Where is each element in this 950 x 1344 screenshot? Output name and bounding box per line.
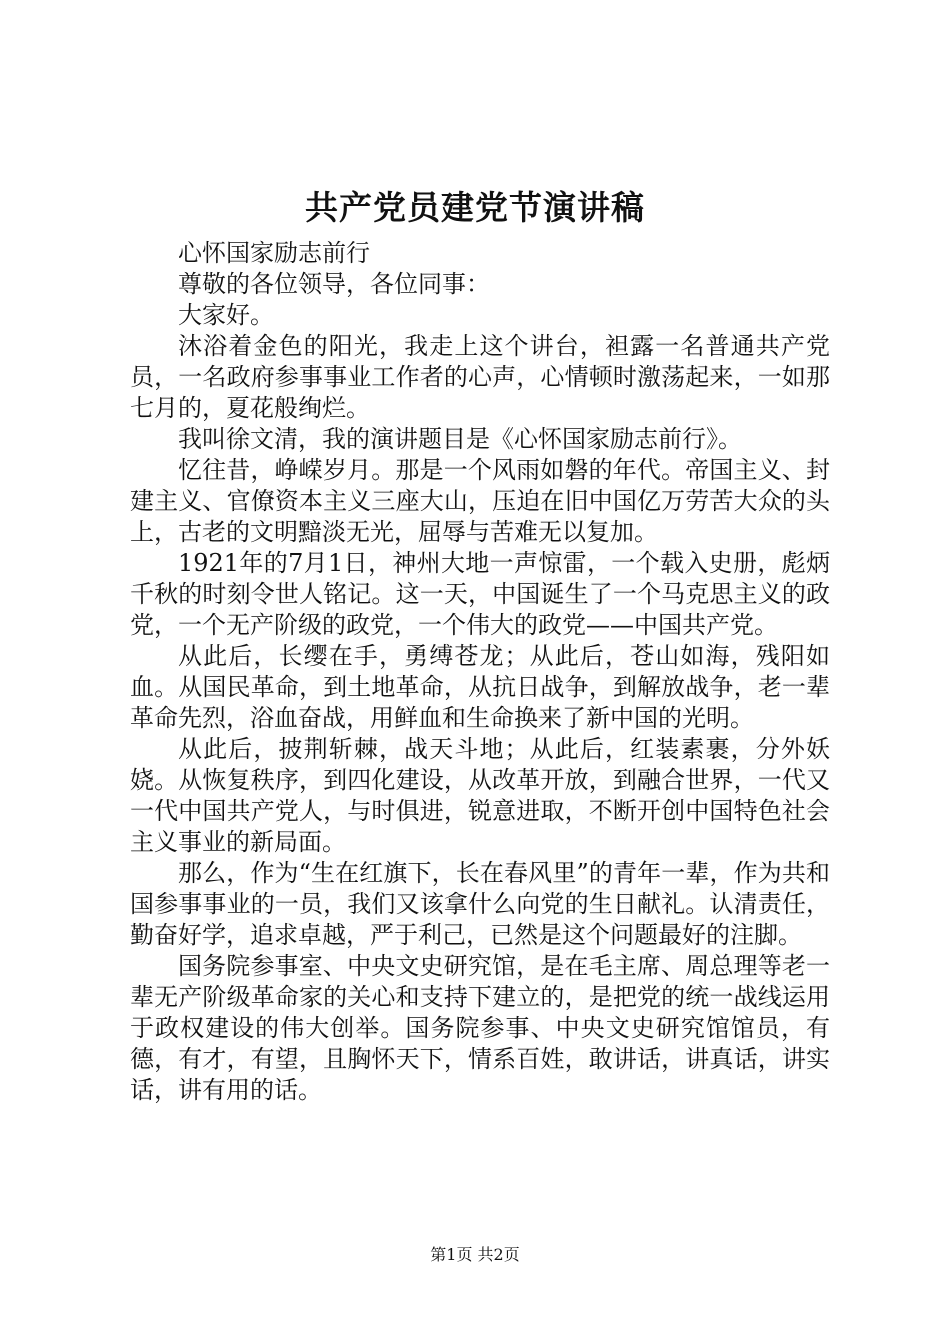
- body-paragraph: 从此后，披荆斩棘，战天斗地；从此后，红装素裹，分外妖娆。从恢复秩序，到四化建设，从改革开放，到融合世界，一代又一代中国共产党人，与时俱进，锐意进取，不断开创中国特色社会主义事业的新局面。: [130, 735, 830, 856]
- body-paragraph: 忆往昔，峥嵘岁月。那是一个风雨如磐的年代。帝国主义、封建主义、官僚资本主义三座大山，压迫在旧中国亿万劳苦大众的头上，古老的文明黯淡无光，屈辱与苦难无以复加。: [130, 456, 830, 546]
- page-number-footer: 第1页 共2页: [430, 1245, 520, 1264]
- body-paragraph: 我叫徐文清，我的演讲题目是《心怀国家励志前行》。: [178, 425, 742, 453]
- greeting-paragraph: 大家好。: [178, 301, 274, 329]
- page-title: 共产党员建党节演讲稿: [305, 188, 645, 227]
- body-paragraph: 从此后，长缨在手，勇缚苍龙；从此后，苍山如海，残阳如血。从国民革命，到土地革命，从抗日战争，到解放战争，老一辈革命先烈，浴血奋战，用鲜血和生命换来了新中国的光明。: [130, 642, 830, 732]
- body-paragraph: 那么，作为“生在红旗下，长在春风里”的青年一辈，作为共和国参事事业的一员，我们又该拿什么向党的生日献礼。认清责任，勤奋好学，追求卓越，严于利己，已然是这个问题最好的注脚。: [130, 859, 830, 949]
- body-paragraph: 沐浴着金色的阳光，我走上这个讲台，袒露一名普通共产党员，一名政府参事事业工作者的心声，心情顿时激荡起来，一如那七月的，夏花般绚烂。: [130, 332, 830, 422]
- body-paragraph: 1921年的7月1日，神州大地一声惊雷，一个载入史册，彪炳千秋的时刻令世人铭记。这一天，中国诞生了一个马克思主义的政党，一个无产阶级的政党，一个伟大的政党——中国共产党。: [130, 549, 830, 639]
- salutation-paragraph: 尊敬的各位领导，各位同事：: [178, 270, 490, 298]
- document-body: [130, 238, 830, 1106]
- body-paragraph: 国务院参事室、中央文史研究馆，是在毛主席、周总理等老一辈无产阶级革命家的关心和支持下建立的，是把党的统一战线运用于政权建设的伟大创举。国务院参事、中央文史研究馆馆员，有德，有才，有望，且胸怀天下，情系百姓，敢讲话，讲真话，讲实话，讲有用的话。: [130, 952, 830, 1104]
- subtitle-paragraph: 心怀国家励志前行: [178, 239, 370, 267]
